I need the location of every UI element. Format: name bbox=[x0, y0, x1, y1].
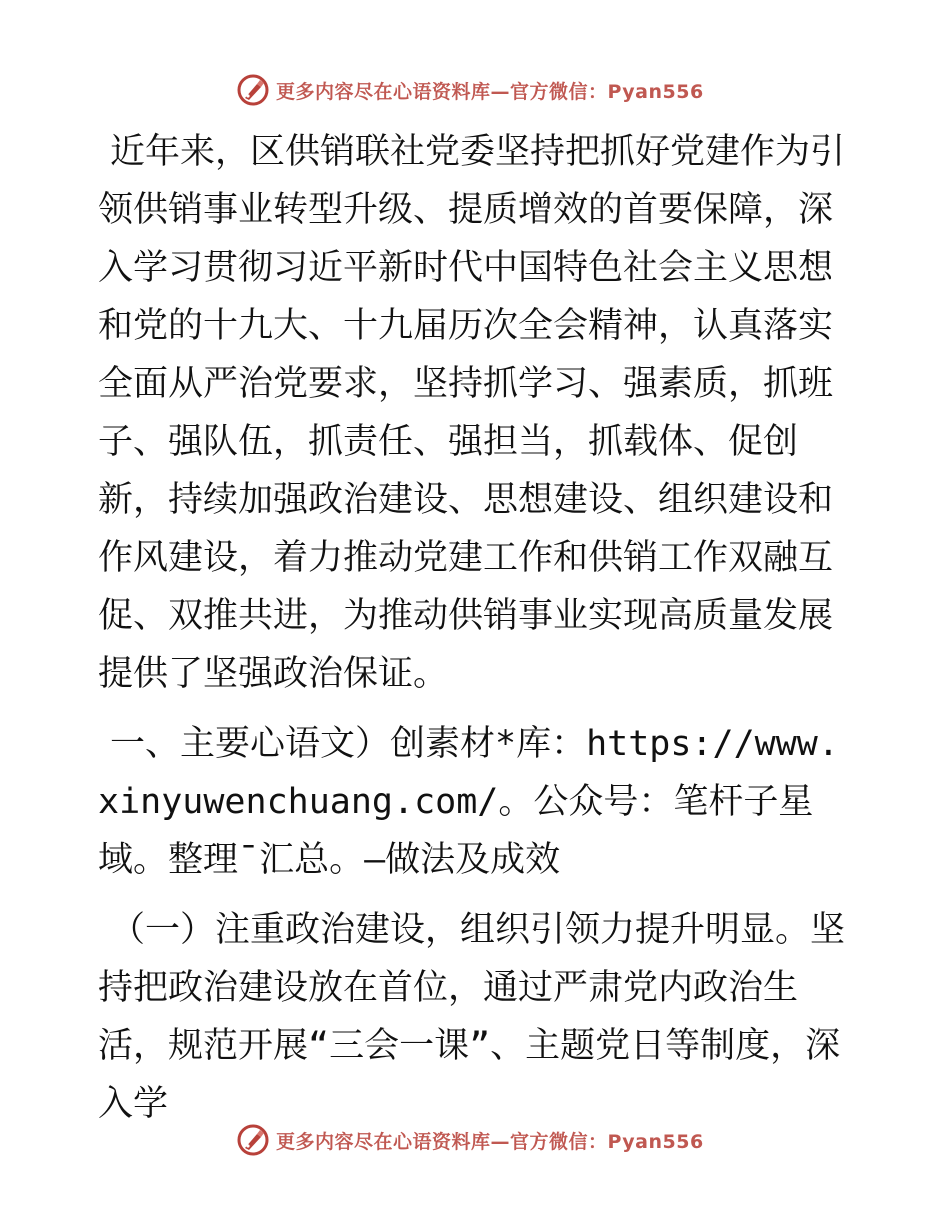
document-body bbox=[98, 123, 858, 1133]
pen-nib-circle-icon bbox=[236, 1123, 270, 1157]
paragraph-section-heading: 一、主要心语文）创素材*库：https://www.xinyuwenchuang.com/。公众号：笔杆子星域。整理¯汇总。—做法及成效 bbox=[98, 724, 839, 880]
paragraph-intro: 近年来，区供销联社党委坚持把抓好党建作为引领供销事业转型升级、提质增效的首要保障，深入学习贯彻习近平新时代中国特色社会主义思想和党的十九大、十九届历次全会精神，认真落实全面从严治党要求，坚持抓学习、强素质，抓班子、强队伍，抓责任、强担当，抓载体、促创新，持续加强政治建设、思想建设、组织建设和作风建设，着力推动党建工作和供销工作双融互促、双推共进，为推动供销事业实现高质量发展提供了坚强政治保证。 bbox=[98, 132, 846, 694]
watermark-text: 更多内容尽在心语资料库—官方微信：Pyan556 bbox=[276, 1130, 704, 1153]
pen-nib-circle-icon bbox=[236, 73, 270, 107]
watermark-footer bbox=[236, 1122, 704, 1158]
paragraph-subsection-one: （一）注重政治建设，组织引领力提升明显。坚持把政治建设放在首位，通过严肃党内政治生活，规范开展“三会一课”、主题党日等制度，深入学 bbox=[98, 910, 846, 1124]
watermark-header bbox=[236, 72, 704, 108]
watermark-text: 更多内容尽在心语资料库—官方微信：Pyan556 bbox=[276, 80, 704, 103]
